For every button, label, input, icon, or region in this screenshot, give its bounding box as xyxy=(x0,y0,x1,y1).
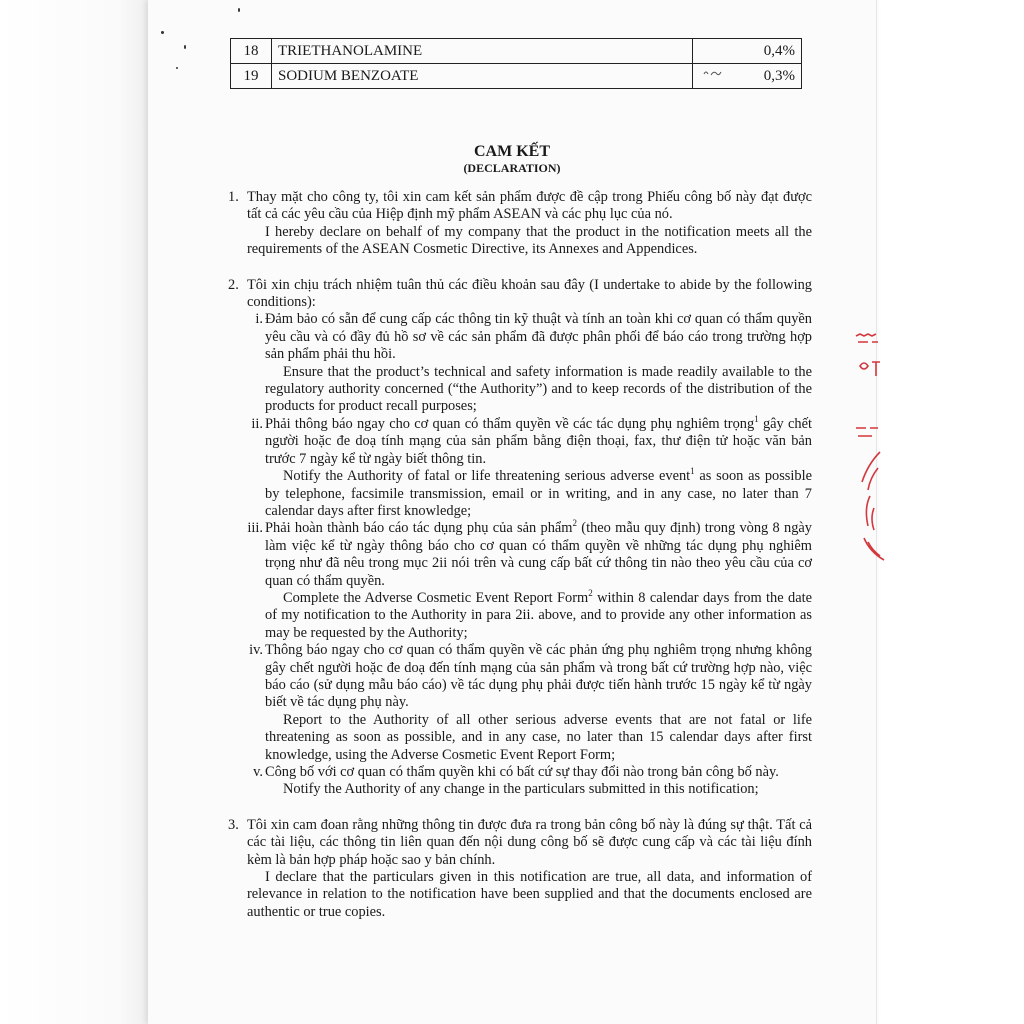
clause-english-text: I declare that the particulars given in this notification are true, all data, and information of relevance in relation to the notification have been supplied and that the documents enclosed are authentic or true copies. xyxy=(247,869,812,920)
table-row xyxy=(231,39,802,64)
clause-vietnamese-text: Tôi xin cam đoan rằng những thông tin được đưa ra trong bản công bố này là đúng sự thật. Tất cả các tài liệu, các thông tin liên quan đến nội dung công bố sẽ được cung cấp và các tài liệu đính kèm là bản hợp pháp hoặc sao y bản chính. xyxy=(247,816,812,868)
ink-speck xyxy=(176,67,178,69)
footnote-marker: 1 xyxy=(754,414,759,425)
clause-3 xyxy=(228,817,812,921)
ingredient-name: TRIETHANOLAMINE xyxy=(272,39,693,64)
ink-speck xyxy=(161,31,164,34)
clause-1 xyxy=(228,189,812,259)
handwritten-mark-icon xyxy=(703,68,723,78)
footnote-marker: 1 xyxy=(690,466,695,477)
subclause-vietnamese-text: Phải hoàn thành báo cáo tác dụng phụ của sản phẩm$^2$ (theo mẫu quy định) trong vòng 8 ngày làm việc kể từ ngày thông báo cho cơ quan có thẩm quyền về những tác dụng phụ nghiêm trọng như đã nêu trong mục 2ii nói trên và cung cấp bất cứ thông tin nào theo yêu cầu của cơ quan có thẩm quyền. xyxy=(265,518,812,589)
subclause-label: iii. xyxy=(247,520,263,537)
subclause-english-text: Notify the Authority of fatal or life threatening serious adverse event$^1$ as soon as possible by telephone, facsimile transmission, email or in writing, and in any case, no later than 7 calendar days after first knowledge; xyxy=(265,466,812,519)
clause-intro: Tôi xin chịu trách nhiệm tuân thủ các điều khoản sau đây (I undertake to abide by the following conditions): xyxy=(247,276,812,311)
subclause-v xyxy=(247,764,812,799)
ingredient-percentage-cell xyxy=(693,64,802,89)
subclause-english-text: Report to the Authority of all other serious adverse events that are not fatal or life threatening as soon as possible, and in any case, no later than 15 calendar days after first knowledge, using the Adverse Cosmetic Event Report Form; xyxy=(265,711,812,763)
declaration-subtitle: (DECLARATION) xyxy=(463,161,561,175)
subclause-i xyxy=(247,311,812,415)
footnote-marker: 2 xyxy=(572,518,577,529)
table-row xyxy=(231,64,802,89)
ingredient-name: SODIUM BENZOATE xyxy=(272,64,693,89)
clause-number: 1. xyxy=(228,189,239,205)
row-number: 18 xyxy=(231,39,272,64)
subclause-english-text: Complete the Adverse Cosmetic Event Report Form$^2$ within 8 calendar days from the date of my notification to the Authority in para 2ii. above, and to provide any other information as may be requested by the Authority; xyxy=(265,588,812,641)
subclause-vietnamese-text: Đảm bảo có sẵn để cung cấp các thông tin kỹ thuật và tính an toàn khi cơ quan có thẩm quyền yêu cầu và có đầy đủ hồ sơ về các sản phẩm đã được phân phối để báo cáo trong trường hợp sản phẩm phải thu hồi. xyxy=(265,311,812,363)
subclause-label: v. xyxy=(253,764,263,780)
red-seal-stamp-icon xyxy=(850,328,890,578)
subclause-label: ii. xyxy=(251,415,263,432)
ingredients-table xyxy=(230,38,802,89)
subclause-iii xyxy=(247,520,812,642)
ink-speck xyxy=(184,45,186,49)
row-number: 19 xyxy=(231,64,272,89)
subclause-english-text: Notify the Authority of any change in the particulars submitted in this notification; xyxy=(283,781,759,798)
declaration-title: CAM KẾT xyxy=(474,143,550,160)
subclause-iv xyxy=(247,642,812,764)
subclause-vietnamese-text: Công bố với cơ quan có thẩm quyền khi có bất cứ sự thay đổi nào trong bản công bố này. xyxy=(265,764,779,780)
footnote-marker: 2 xyxy=(588,588,593,599)
ingredient-percentage: 0,4% xyxy=(693,39,802,64)
subclause-vietnamese-text: Thông báo ngay cho cơ quan có thẩm quyền về các phản ứng phụ nghiêm trọng nhưng không gây chết người hoặc đe doạ đến tính mạng của sản phẩm và trong bất cứ trường hợp nào, việc báo cáo (sử dụng mẫu báo cáo) về tác dụng phụ phải được tiến hành trước 15 ngày kể từ ngày biết về tác dụng phụ này. xyxy=(265,642,812,711)
subclause-label: iv. xyxy=(249,642,263,659)
subclause-ii xyxy=(247,416,812,520)
clause-number: 2. xyxy=(228,276,239,293)
clause-english-text: I hereby declare on behalf of my company that the product in the notification meets all the requirements of the ASEAN Cosmetic Directive, its Annexes and Appendices. xyxy=(247,223,812,258)
declaration-body xyxy=(228,189,812,939)
subclause-english-text: Ensure that the product’s technical and safety information is made readily available to the regulatory authority concerned (“the Authority”) and to keep records of the distribution of the products for product recall purposes; xyxy=(265,363,812,415)
subclause-label: i. xyxy=(255,311,263,328)
clause-vietnamese-text: Thay mặt cho công ty, tôi xin cam kết sản phẩm được đề cập trong Phiếu công bố này đạt được tất cả các yêu cầu của Hiệp định mỹ phẩm ASEAN và các phụ lục của nó. xyxy=(247,189,812,223)
clause-2 xyxy=(228,277,812,799)
ink-speck xyxy=(238,8,240,12)
ingredient-percentage: 0,3% xyxy=(763,67,795,84)
clause-number: 3. xyxy=(228,816,239,833)
subclause-vietnamese-text: Phải thông báo ngay cho cơ quan có thẩm quyền về các tác dụng phụ nghiêm trọng$^1$ gây chết người hoặc đe doạ tính mạng của sản phẩm bằng điện thoại, fax, thư điện tử hoặc văn bản trước 7 ngày kể từ ngày biết thông tin. xyxy=(265,414,812,467)
